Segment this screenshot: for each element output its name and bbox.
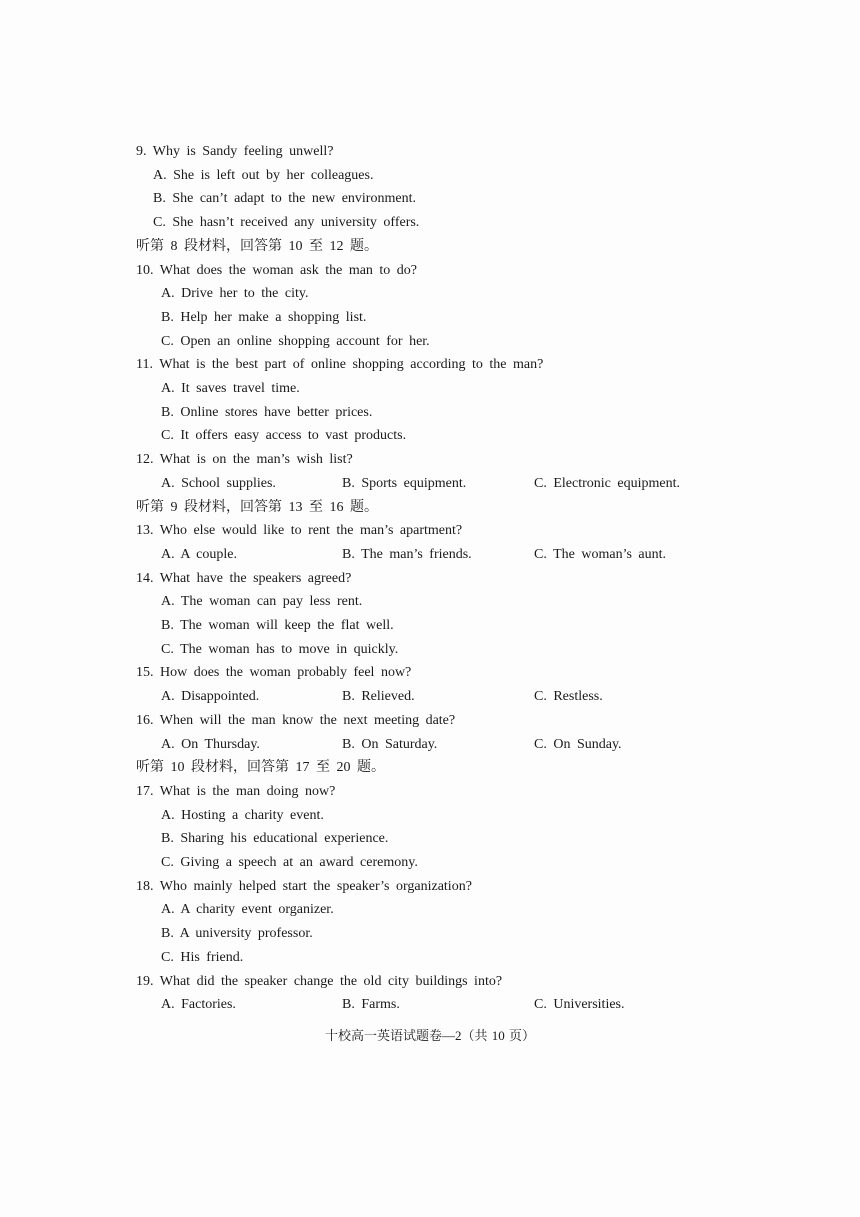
question-stem xyxy=(136,262,417,280)
question-stem xyxy=(136,356,543,374)
question-number: 14. xyxy=(136,570,160,586)
question-text: What does the woman ask the man to do? xyxy=(159,262,418,278)
question-number: 18. xyxy=(136,878,160,894)
question-text: When will the man know the next meeting date? xyxy=(159,712,456,728)
answer-option: A. Drive her to the city. xyxy=(161,286,309,302)
answer-option: B. Help her make a shopping list. xyxy=(161,309,367,325)
answer-option: B. Sports equipment. xyxy=(342,475,467,491)
answer-option: C. His friend. xyxy=(161,949,244,965)
question-number: 16. xyxy=(136,712,160,728)
answer-option: B. The man’s friends. xyxy=(342,546,472,562)
answer-option: C. Open an online shopping account for her. xyxy=(161,333,430,349)
question-stem xyxy=(136,143,334,161)
question-text: How does the woman probably feel now? xyxy=(160,665,412,681)
question-number: 17. xyxy=(136,783,160,799)
question-text: What have the speakers agreed? xyxy=(159,570,352,586)
answer-option: B. She can’t adapt to the new environment. xyxy=(153,191,416,207)
question-stem xyxy=(136,451,353,469)
section-instruction: 听第 8 段材料，回答第 10 至 12 题。 xyxy=(136,238,378,254)
answer-option: A. Disappointed. xyxy=(161,689,260,705)
question-stem xyxy=(136,878,472,896)
question-number: 13. xyxy=(136,523,160,539)
answer-option: A. A charity event organizer. xyxy=(161,902,334,918)
answer-option: A. The woman can pay less rent. xyxy=(161,594,363,610)
question-number: 15. xyxy=(136,665,160,681)
answer-option: B. On Saturday. xyxy=(342,736,438,752)
page-footer: 十校高一英语试题卷—2（共 10 页） xyxy=(324,1028,535,1043)
question-stem xyxy=(136,570,351,588)
question-number: 10. xyxy=(136,262,160,278)
section-instruction: 听第 9 段材料，回答第 13 至 16 题。 xyxy=(136,499,378,515)
question-text: What is the man doing now? xyxy=(159,783,336,799)
question-number: 11. xyxy=(136,357,160,373)
answer-option: B. Online stores have better prices. xyxy=(161,404,373,420)
question-stem xyxy=(136,522,462,540)
answer-option: B. Farms. xyxy=(342,997,400,1013)
answer-option: A. Factories. xyxy=(161,997,236,1013)
question-text: What did the speaker change the old city buildings into? xyxy=(159,973,503,989)
answer-option: B. Relieved. xyxy=(342,689,415,705)
question-text: What is on the man’s wish list? xyxy=(159,452,353,468)
question-text: Why is Sandy feeling unwell? xyxy=(152,144,334,159)
answer-option: B. A university professor. xyxy=(161,926,313,942)
answer-option: A. It saves travel time. xyxy=(161,381,300,396)
answer-option: C. Giving a speech at an award ceremony. xyxy=(161,855,418,870)
question-text: Who else would like to rent the man’s apartment? xyxy=(159,523,463,539)
question-stem xyxy=(136,783,335,801)
answer-option: B. Sharing his educational experience. xyxy=(161,831,389,847)
answer-option: A. A couple. xyxy=(161,546,237,562)
answer-option: C. Restless. xyxy=(534,689,603,705)
answer-option: C. Electronic equipment. xyxy=(534,475,680,491)
answer-option: A. On Thursday. xyxy=(161,736,260,752)
answer-option: C. It offers easy access to vast products. xyxy=(161,428,407,444)
answer-option: C. She hasn’t received any university offers. xyxy=(153,215,420,231)
question-text: What is the best part of online shopping according to the man? xyxy=(159,357,544,373)
question-stem xyxy=(136,973,502,991)
question-number: 19. xyxy=(136,973,160,989)
question-text: Who mainly helped start the speaker’s organization? xyxy=(159,878,472,894)
answer-option: A. Hosting a charity event. xyxy=(161,807,324,823)
question-stem xyxy=(136,664,411,682)
section-instruction: 听第 10 段材料，回答第 17 至 20 题。 xyxy=(136,760,385,776)
answer-option: C. Universities. xyxy=(534,997,625,1013)
answer-option: B. The woman will keep the flat well. xyxy=(161,618,394,633)
answer-option: C. The woman’s aunt. xyxy=(534,546,667,562)
answer-option: A. School supplies. xyxy=(161,475,276,491)
answer-option: C. On Sunday. xyxy=(534,736,622,752)
answer-option: C. The woman has to move in quickly. xyxy=(161,641,399,657)
question-stem xyxy=(136,712,455,730)
answer-option: A. She is left out by her colleagues. xyxy=(153,167,374,183)
question-number: 9. xyxy=(136,144,153,159)
question-number: 12. xyxy=(136,452,160,468)
